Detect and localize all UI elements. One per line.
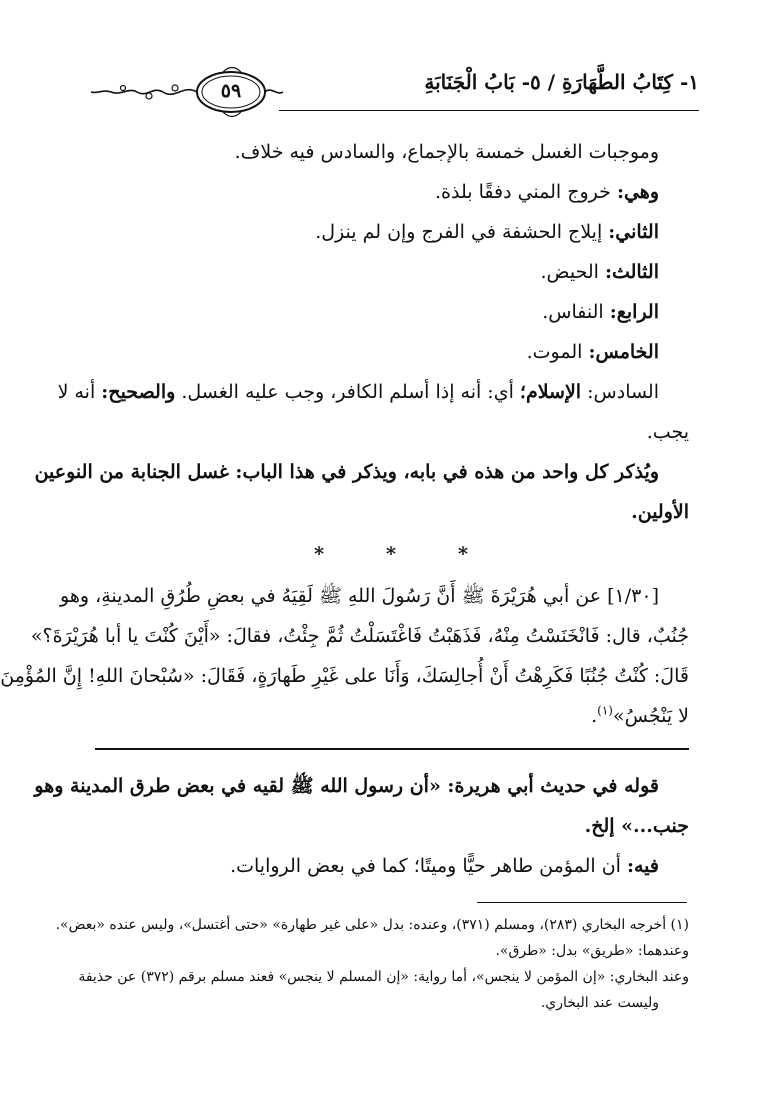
- text-span: الأولين.: [631, 501, 689, 523]
- bold-term: الثالث:: [604, 261, 659, 283]
- text-line: [95, 252, 689, 292]
- header-rule: [279, 110, 699, 111]
- page-number: ٥٩: [220, 80, 242, 102]
- hadith-line: [30, 616, 689, 656]
- footnote-line: وليست عند البخاري.: [540, 995, 659, 1011]
- bold-term: الإسلام؛: [519, 381, 582, 403]
- footnote-divider: [477, 902, 687, 903]
- text-line: [95, 332, 689, 372]
- text-span: وموجبات الغسل خمسة بالإجماع، والسادس فيه خلاف.: [234, 141, 659, 163]
- text-line: [95, 212, 689, 252]
- text-span: أنه لا: [57, 381, 102, 403]
- main-text: [0, 132, 689, 736]
- text-span: جُنُبٌ، قال: فَانْخَنَسْتُ مِنْهُ، فَذَهَبْتُ فَاغْتَسَلْتُ ثُمَّ جِئْتُ، فقالَ: «أَيْنَ كُنْتَ يا أبا هُرَيْرَةَ؟»: [30, 625, 689, 647]
- text-line: [34, 452, 689, 492]
- page-header: [83, 62, 699, 122]
- commentary: [34, 766, 689, 886]
- footnote-line: وعند البخاري: «إن المؤمن لا ينجس»، أما رواية: «إن المسلم لا ينجس» فعند مسلم برقم (٣٧٢) عن حذيفة: [78, 969, 689, 985]
- footnote-line: (١) أخرجه البخاري (٢٨٣)، ومسلم (٣٧١)، وعنده: بدل «على غير طهارة» «حتى أغتسل»، وليس عنده «بعض».: [55, 917, 689, 933]
- separator-star: *: [386, 543, 398, 565]
- bold-term: الخامس:: [588, 341, 659, 363]
- hadith-divider: [95, 748, 689, 750]
- text-line: [95, 172, 689, 212]
- text-span: الحيض.: [540, 261, 605, 283]
- running-title: ١- كِتَابُ الطَّهَارَةِ / ٥- بَابُ الْجَنَابَةِ: [424, 70, 699, 94]
- text-span: أن المؤمن طاهر حيًّا وميتًا؛ كما في بعض الروايات.: [230, 855, 627, 877]
- hadith-line: [60, 576, 689, 616]
- text-line: [57, 372, 689, 412]
- bold-term: وهي:: [616, 181, 659, 203]
- commentary-line: [95, 806, 689, 846]
- section-separator: [95, 532, 689, 576]
- text-line: [95, 412, 689, 452]
- text-span: لا يَنْجُسُ»: [612, 705, 689, 727]
- bold-term: الرابع:: [609, 301, 659, 323]
- hadith-line: [95, 696, 689, 736]
- text-span: يجب.: [646, 421, 689, 443]
- text-span: ويُذكر كل واحد من هذه في بابه، ويذكر في هذا الباب: غسل الجنابة من النوعين: [34, 461, 659, 483]
- separator-star: *: [457, 543, 470, 565]
- text-line: [95, 292, 689, 332]
- text-span: أي: أنه إذا أسلم الكافر، وجب عليه الغسل.: [175, 381, 520, 403]
- text-span: إيلاج الحشفة في الفرج وإن لم ينزل.: [315, 221, 609, 243]
- text-span: خروج المني دفقًا بلذة.: [435, 181, 617, 203]
- text-span: جنب...» إلخ.: [584, 815, 689, 837]
- hadith-line: [0, 656, 689, 696]
- bold-term: الثاني:: [608, 221, 659, 243]
- text-span: .: [591, 705, 598, 727]
- text-span: قوله في حديث أبي هريرة: «أن رسول الله ﷺ لقيه في بعض طرق المدينة وهو: [34, 775, 659, 797]
- text-span: النفاس.: [542, 301, 610, 323]
- text-line: [95, 492, 689, 532]
- text-span: الموت.: [526, 341, 589, 363]
- text-span: [١/٣٠] عن أبي هُرَيْرَةَ ﷺ أَنَّ رَسُولَ اللهِ ﷺ لَقِيَهُ في بعضِ طُرُقِ المدينةِ، وهو: [60, 585, 659, 607]
- commentary-line: [34, 766, 689, 806]
- bold-term: والصحيح:: [101, 381, 176, 403]
- bold-term: فيه:: [626, 855, 659, 877]
- commentary-line: [95, 846, 689, 886]
- text-span: قَالَ: كُنْتُ جُنُبًا فَكَرِهْتُ أَنْ أُجالِسَكَ، وَأَنَا على غَيْرِ طَهارَةٍ، فَقَالَ: «سُبْحانَ اللهِ! إِنَّ المُؤْمِنَ: [0, 665, 689, 687]
- footnote-line: وعندهما: «طريق» بدل: «طرق».: [495, 943, 689, 959]
- footnotes: [55, 912, 689, 1016]
- text-span: السادس:: [581, 381, 659, 403]
- separator-star: *: [314, 543, 327, 565]
- text-line: [95, 132, 689, 172]
- footnote-reference[interactable]: (١): [597, 703, 613, 718]
